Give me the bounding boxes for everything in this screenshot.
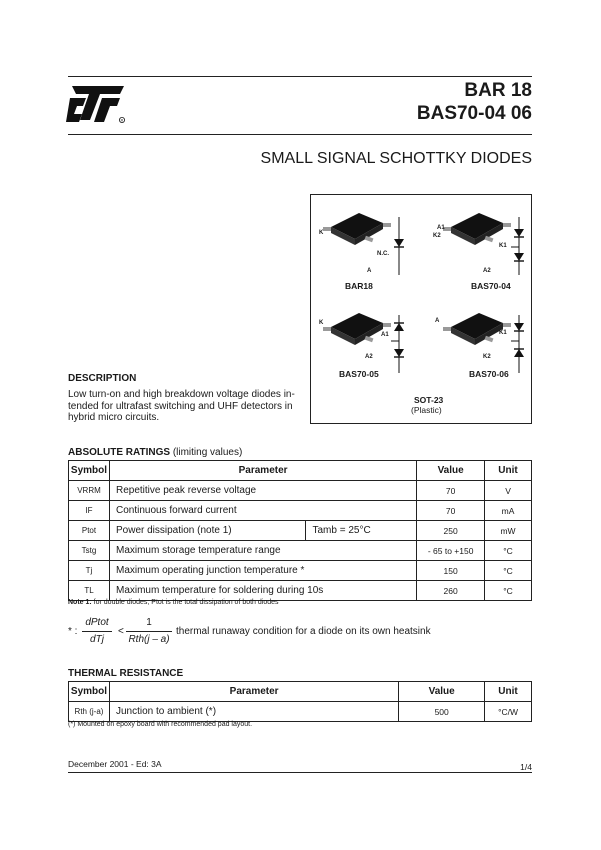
formula-relation: < xyxy=(118,626,124,637)
svg-text:R: R xyxy=(120,118,124,123)
col-header-parameter: Parameter xyxy=(109,682,398,702)
ratings-note-text: for double diodes, Ptot is the total dissipation of both diodes xyxy=(91,599,279,606)
row-value: 70 xyxy=(417,481,485,501)
row-symbol: Rth (j-a) xyxy=(69,702,110,722)
header-rule xyxy=(68,134,532,135)
row-unit: mW xyxy=(485,521,532,541)
formula-denominator: dTj xyxy=(90,634,104,645)
footer-date: December 2001 - Ed: 3A xyxy=(68,759,162,769)
bas70-04-chip-icon xyxy=(443,213,511,245)
col-header-value: Value xyxy=(399,682,485,702)
bas70-04-diode-icon xyxy=(511,217,524,275)
package-material: (Plastic) xyxy=(411,405,442,415)
col-header-value: Value xyxy=(417,461,485,481)
row-parameter: Continuous forward current xyxy=(109,501,416,521)
description-text: Low turn-on and high breakdown voltage diodes in-tended for ultrafast switching and UHF detectors in hybrid micro circuits. xyxy=(68,389,295,423)
formula-rhs-denominator: Rth(j – a) xyxy=(128,634,170,645)
formula-description: thermal runaway condition for a diode on its own heatsink xyxy=(176,626,431,637)
row-unit: °C xyxy=(485,581,532,601)
bas70-06-pin-label: K2 xyxy=(483,354,491,360)
bas70-04-pin-label: A1 xyxy=(437,225,445,231)
package-label-bar18: BAR18 xyxy=(345,281,373,291)
absolute-ratings-title: ABSOLUTE RATINGS xyxy=(68,447,171,458)
absolute-ratings-table xyxy=(68,460,532,601)
row-symbol: Tj xyxy=(69,561,110,581)
table-row xyxy=(69,541,532,561)
col-header-symbol: Symbol xyxy=(69,461,110,481)
thermal-runaway-formula xyxy=(68,614,532,654)
row-parameter: Power dissipation (note 1) xyxy=(109,521,306,541)
bas70-06-pin-label: A xyxy=(435,318,440,324)
package-type: SOT-23 xyxy=(414,395,444,405)
row-value: 260 xyxy=(417,581,485,601)
bas70-05-pin-label: K xyxy=(319,320,324,326)
package-label-bas70-04: BAS70-04 xyxy=(471,281,511,291)
ratings-note-label: Note 1: xyxy=(68,599,92,606)
table-row xyxy=(69,561,532,581)
bar18-diode-icon xyxy=(394,217,404,275)
absolute-ratings-subtitle: (limiting values) xyxy=(172,447,243,458)
col-header-symbol: Symbol xyxy=(69,682,110,702)
row-parameter: Repetitive peak reverse voltage xyxy=(109,481,416,501)
bar18-pin-label: A xyxy=(367,268,372,274)
row-value: 70 xyxy=(417,501,485,521)
bas70-06-chip-icon xyxy=(443,313,511,345)
bar18-pin-label: K xyxy=(319,230,324,236)
row-unit: °C/W xyxy=(485,702,532,722)
fraction-bar xyxy=(82,631,112,632)
table-row xyxy=(69,501,532,521)
bas70-04-pin-label: K2 xyxy=(433,233,441,239)
row-unit: °C xyxy=(485,561,532,581)
thermal-resistance-table xyxy=(68,681,532,722)
package-drawings xyxy=(311,195,531,423)
col-header-unit: Unit xyxy=(485,682,532,702)
row-parameter: Maximum temperature for soldering during 10s xyxy=(109,581,416,601)
table-row xyxy=(69,702,532,722)
row-symbol: VRRM xyxy=(69,481,110,501)
formula-rhs-numerator: 1 xyxy=(146,617,152,628)
fraction-bar xyxy=(126,631,172,632)
top-rule xyxy=(68,76,532,77)
table-row xyxy=(69,521,532,541)
package-label-bas70-06: BAS70-06 xyxy=(469,369,509,379)
row-value: 500 xyxy=(399,702,485,722)
row-unit: V xyxy=(485,481,532,501)
col-header-unit: Unit xyxy=(485,461,532,481)
part-number-line2: BAS70-04 06 xyxy=(416,103,532,124)
bas70-05-diode-icon xyxy=(391,315,404,373)
formula-numerator: dPtot xyxy=(85,617,109,628)
absolute-ratings-heading xyxy=(68,447,242,458)
row-symbol: Tstg xyxy=(69,541,110,561)
bas70-06-pin-label: K1 xyxy=(499,330,507,336)
row-value: 150 xyxy=(417,561,485,581)
bas70-05-pin-label: A1 xyxy=(381,332,389,338)
bas70-04-pin-label: K1 xyxy=(499,243,507,249)
row-symbol: Ptot xyxy=(69,521,110,541)
row-parameter: Maximum operating junction temperature * xyxy=(109,561,416,581)
bar18-pin-label: N.C. xyxy=(377,251,389,257)
row-parameter: Maximum storage temperature range xyxy=(109,541,416,561)
bas70-04-pin-label: A2 xyxy=(483,268,491,274)
formula-prefix: * : xyxy=(68,626,78,637)
footer-rule xyxy=(68,772,532,773)
row-condition: Tamb = 25°C xyxy=(306,521,417,541)
table-row xyxy=(69,581,532,601)
row-value: 250 xyxy=(417,521,485,541)
bas70-05-pin-label: A2 xyxy=(365,354,373,360)
table-row xyxy=(69,481,532,501)
row-unit: °C xyxy=(485,541,532,561)
table-header-row xyxy=(69,461,532,481)
bar18-chip-icon xyxy=(323,213,391,245)
row-symbol: IF xyxy=(69,501,110,521)
thermal-resistance-heading: THERMAL RESISTANCE xyxy=(68,668,184,679)
row-parameter: Junction to ambient (*) xyxy=(109,702,398,722)
bas70-05-chip-icon xyxy=(323,313,391,345)
thermal-note: (*) Mounted on epoxy board with recommended pad layout. xyxy=(68,721,253,728)
col-header-parameter: Parameter xyxy=(109,461,416,481)
description-heading: DESCRIPTION xyxy=(68,373,137,384)
bas70-06-diode-icon xyxy=(511,315,524,373)
package-label-bas70-05: BAS70-05 xyxy=(339,369,379,379)
ratings-note xyxy=(68,599,279,606)
document-title: SMALL SIGNAL SCHOTTKY DIODES xyxy=(260,150,532,167)
row-unit: mA xyxy=(485,501,532,521)
row-value: - 65 to +150 xyxy=(417,541,485,561)
page-number: 1/4 xyxy=(520,762,532,772)
row-symbol: TL xyxy=(69,581,110,601)
part-number-line1: BAR 18 xyxy=(464,80,532,101)
table-header-row xyxy=(69,682,532,702)
st-logo-icon xyxy=(66,84,126,124)
package-diagram-box xyxy=(310,194,532,424)
